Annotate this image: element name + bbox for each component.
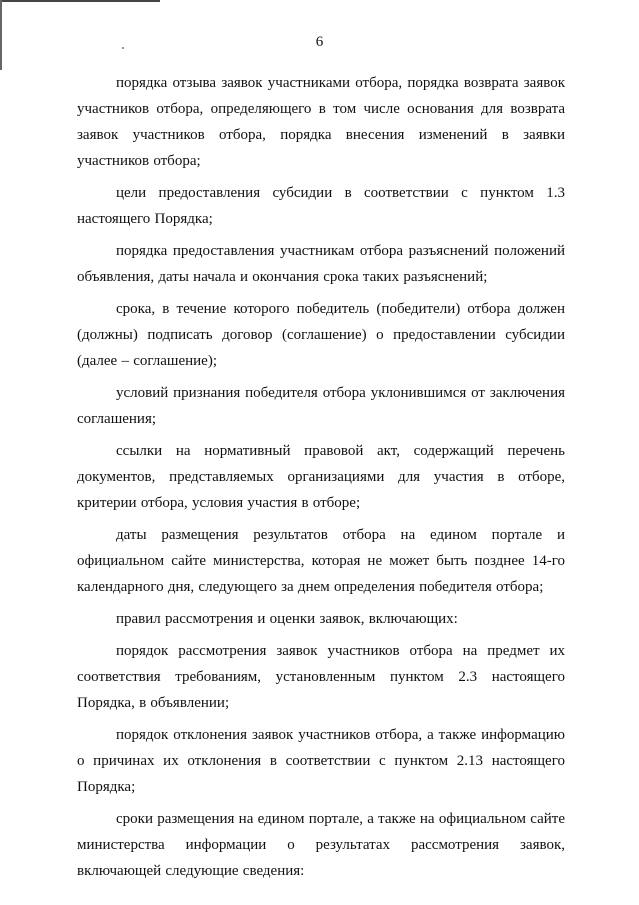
paragraph-7: даты размещения результатов отбора на едином портале и официальном сайте министерства, которая не может быть позднее 14-го календарного дня, следующего за днем определения победителя отбора; — [77, 527, 565, 595]
paragraph-11: сроки размещения на едином портале, а также на официальном сайте министерства информации о результатах рассмотрения заявок, включающей следующие сведения: — [77, 811, 565, 879]
paragraph-3: порядка предоставления участникам отбора разъяснений положений объявления, даты начала и окончания срока таких разъяснений; — [77, 243, 565, 285]
page-number: 6 — [315, 34, 324, 50]
paragraph-8: правил рассмотрения и оценки заявок, включающих: — [116, 611, 458, 627]
paragraph-4: срока, в течение которого победитель (победители) отбора должен (должны) подписать договор (соглашение) о предоставлении субсидии (далее – соглашение); — [77, 301, 565, 369]
document-body — [77, 70, 565, 884]
scan-edge-mark — [0, 0, 160, 2]
paragraph-2: цели предоставления субсидии в соответствии с пунктом 1.3 настоящего Порядка; — [77, 185, 565, 227]
paragraph-6: ссылки на нормативный правовой акт, содержащий перечень документов, представляемых организациями для участия в отборе, критерии отбора, условия участия в отборе; — [77, 443, 565, 511]
paragraph-5: условий признания победителя отбора уклонившимся от заключения соглашения; — [77, 385, 565, 427]
paragraph-10: порядок отклонения заявок участников отбора, а также информацию о причинах их отклонения в соответствии с пунктом 2.13 настоящего Порядка; — [77, 727, 565, 795]
paragraph-9: порядок рассмотрения заявок участников отбора на предмет их соответствия требованиям, установленным пунктом 2.3 настоящего Порядка, в объявлении; — [77, 643, 565, 711]
paragraph-1: порядка отзыва заявок участниками отбора, порядка возврата заявок участников отбора, определяющего в том числе основания для возврата заявок участников отбора, порядка внесения изменений в заявки участников отбора; — [77, 75, 565, 169]
